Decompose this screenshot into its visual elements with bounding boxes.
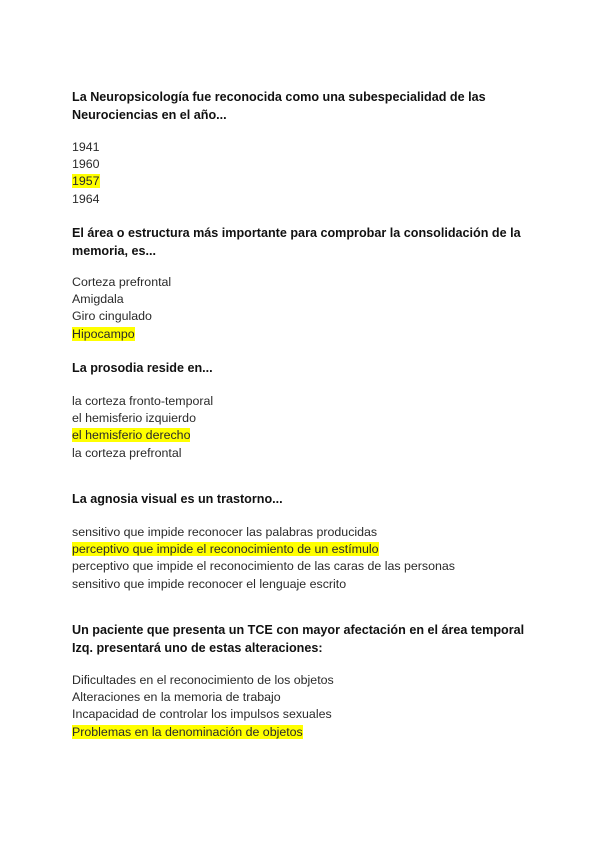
option-text: Dificultades en el reconocimiento de los objetos bbox=[72, 673, 334, 687]
option-text: perceptivo que impide el reconocimiento de las caras de las personas bbox=[72, 559, 455, 574]
options-4 bbox=[72, 524, 542, 593]
options-3 bbox=[72, 393, 542, 462]
option-text: la corteza prefrontal bbox=[72, 445, 182, 460]
highlighted-answer: el hemisferio derecho bbox=[72, 428, 191, 443]
option-correct bbox=[72, 541, 542, 558]
question-2: El área o estructura más importante para comprobar la consolidación de la memoria, es... bbox=[72, 226, 521, 258]
option-correct bbox=[72, 173, 542, 190]
option bbox=[72, 706, 542, 723]
highlighted-answer: perceptivo que impide el reconocimiento de un estímulo bbox=[72, 542, 379, 557]
option-correct bbox=[72, 724, 542, 741]
option-correct bbox=[72, 326, 542, 343]
question-5: Un paciente que presenta un TCE con mayor afectación en el área temporal Izq. presentará uno de estas alteraciones: bbox=[72, 623, 525, 655]
option bbox=[72, 274, 542, 291]
option-text: Alteraciones en la memoria de trabajo bbox=[72, 690, 281, 705]
option-text: 1964 bbox=[72, 191, 100, 206]
option bbox=[72, 689, 542, 706]
options-5 bbox=[72, 672, 542, 741]
option-text: 1960 bbox=[72, 157, 100, 172]
option-text: Amigdala bbox=[72, 292, 124, 307]
option-correct bbox=[72, 427, 542, 444]
option bbox=[72, 191, 542, 208]
highlighted-answer: Hipocampo bbox=[72, 326, 135, 341]
option-text: sensitivo que impide reconocer las palabras producidas bbox=[72, 525, 378, 539]
option-text: el hemisferio izquierdo bbox=[72, 411, 196, 426]
option bbox=[72, 524, 542, 541]
option-text: Corteza prefrontal bbox=[72, 275, 172, 289]
option bbox=[72, 558, 542, 575]
option bbox=[72, 393, 542, 410]
question-4: La agnosia visual es un trastorno... bbox=[72, 492, 283, 506]
option bbox=[72, 410, 542, 427]
option-text: sensitivo que impide reconocer el lenguaje escrito bbox=[72, 576, 347, 591]
option bbox=[72, 156, 542, 173]
option bbox=[72, 291, 542, 308]
highlighted-answer: Problemas en la denominación de objetos bbox=[72, 724, 303, 739]
option bbox=[72, 139, 542, 156]
option-text: 1941 bbox=[72, 140, 100, 154]
highlighted-answer: 1957 bbox=[72, 174, 100, 189]
option bbox=[72, 308, 542, 325]
question-1: La Neuropsicología fue reconocida como una subespecialidad de las Neurociencias en el año... bbox=[72, 90, 486, 122]
option-text: Incapacidad de controlar los impulsos sexuales bbox=[72, 707, 332, 722]
options-1 bbox=[72, 139, 542, 208]
option-text: Giro cingulado bbox=[72, 309, 152, 324]
option bbox=[72, 576, 542, 593]
question-3: La prosodia reside en... bbox=[72, 361, 213, 375]
options-2 bbox=[72, 274, 542, 343]
option bbox=[72, 672, 542, 689]
option-text: la corteza fronto-temporal bbox=[72, 394, 214, 408]
option bbox=[72, 445, 542, 462]
